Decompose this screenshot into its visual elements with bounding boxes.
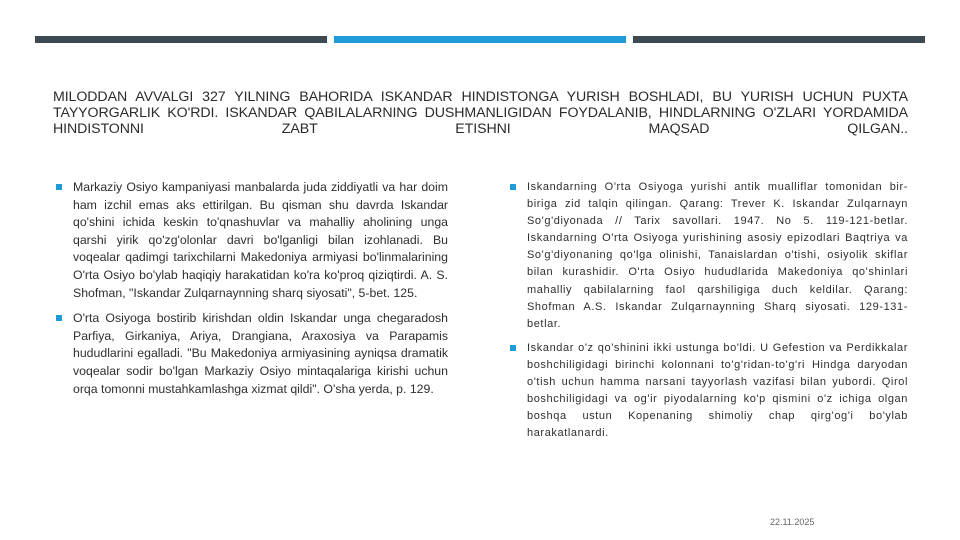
header-bar-right	[633, 36, 925, 43]
bullet-text: Markaziy Osiyo kampaniyasi manbalarda juda ziddiyatli va har doim ham izchil emas aks ettirilgan. Bu qisman shu davrda Iskandar qo'shini ichida keskin to'qnashuvlar va mahalliy aholining unga qarshi yirik qo'zg'olonlar davri bo'lganligi bilan izohlanadi. Bu voqealar qadimgi tarixchilarni Makedoniya armiyasi bo'linmalarining O'rta Osiyo bo'ylab haqiqiy harakatidan ko'ra ko'proq qiziqtirdi. A. S. Shofman, "Iskandar Zulqarnaynning sharq siyosati", 5-bet. 125.	[73, 180, 448, 300]
square-bullet-icon	[56, 315, 62, 321]
left-column	[56, 179, 448, 398]
bullet-text: Iskandarning O'rta Osiyoga yurishi antik mualliflar tomonidan bir-biriga zid talqin qilingan. Qarang: Trever K. Iskandar Zulqarnayn So'g'diyonada // Tarix savollari. 1947. No 5. 119-121-betlar. Iskandarning O'rta Osiyoga yurishining asosiy epizodlari Baqtriya va So'g'diyonaning qo'lga olinishi, Tanaislardan o'tishi, osiyolik skiflar bilan kurashidir. O'rta Osiyo hududlarida Makedoniya qo'shinlari mahalliy qabilalarning faol qarshiligiga duch keldilar. Qarang: Shofman A.S. Iskandar Zulqarnaynning Sharq siyosati. 129-131-betlar.	[527, 181, 908, 330]
square-bullet-icon	[56, 184, 62, 190]
square-bullet-icon	[510, 345, 516, 351]
bullet-item	[510, 179, 908, 333]
square-bullet-icon	[510, 184, 516, 190]
bullet-item	[510, 340, 908, 443]
bullet-item	[56, 179, 448, 302]
bullet-text: O'rta Osiyoga bostirib kirishdan oldin Iskandar unga chegaradosh Parfiya, Girkaniya, Ariya, Drangiana, Araxosiya va Parapamis hududlarini egalladi. "Bu Makedoniya armiyasining ayniqsa dramatik voqealar sodir bo'lgan Markaziy Osiyo mintaqalariga kirishi uchun orqa tomonni mustahkamlashga xizmat qildi". O'sha yerda, p. 129.	[73, 311, 448, 396]
right-column	[510, 179, 908, 442]
slide-title: MILODDAN AVVALGI 327 YILNING BAHORIDA ISKANDAR HINDISTONGA YURISH BOSHLADI, BU YURISH UCHUN PUXTA TAYYORGARLIK KO'RDI. ISKANDAR QABILALARNING DUSHMANLIGIDAN FOYDALANIB, HINDLARNING O'ZLARI YORDAMIDA HINDISTONNI ZABT ETISHNI MAQSAD QILGAN..	[53, 89, 908, 137]
bullet-text: Iskandar o'z qo'shinini ikki ustunga bo'ldi. U Gefestion va Perdikkalar boshchiligidagi birinchi kolonnani to'g'ridan-to'g'ri Hindga daryodan o'tish uchun hamma narsani tayyorlash vazifasi bilan yubordi. Qirol boshchiligidagi va og'ir piyodalarning ko'p qismini o'z ichiga olgan boshqa ustun Kopenaning shimoliy chap qirg'og'i bo'ylab harakatlanardi.	[527, 341, 908, 440]
slide-date: 22.11.2025	[770, 517, 815, 527]
bullet-item	[56, 310, 448, 398]
header-bar-left	[35, 36, 327, 43]
header-bar-center	[334, 36, 626, 43]
